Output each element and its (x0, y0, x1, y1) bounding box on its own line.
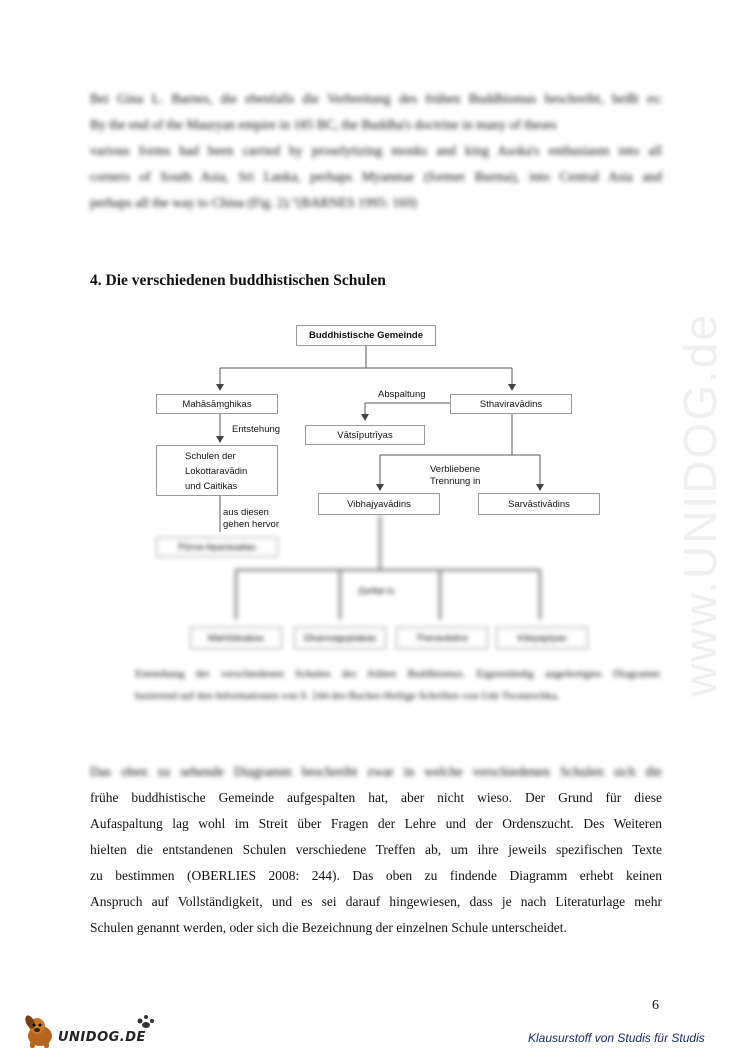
diagram-node-vibhajyavadins (318, 493, 440, 515)
diagram-node-mahasanghikas (156, 394, 278, 414)
label-aus-diesen (223, 507, 279, 531)
label-entstehung: Entstehung (232, 424, 281, 435)
node-label: Buddhistische Gemeinde (308, 330, 424, 341)
node-label: Pūrva-Aparasailas (178, 541, 256, 553)
node-label: Mahīśāsakas (208, 632, 264, 644)
logo-text[interactable]: UNIDOG.DE (58, 1030, 146, 1045)
body-line: frühe buddhistische Gemeinde aufgespalten hat, aber nicht wieso. Der Grund für diese (90, 790, 662, 805)
intro-line: various forms had been carried by proselytizing monks and king Asoka's enthusiasm into all (90, 143, 662, 158)
body-line: Aufaspaltung lag wohl im Streit über Fragen der Lehre und der Ordenszucht. Des Weiteren (90, 816, 662, 831)
node-label: Kāśyapīyas (517, 632, 567, 644)
body-line: Anspruch auf Vollständigkeit, und es sei darauf hingewiesen, dass je nach Literaturlage mehr (90, 894, 662, 909)
node-label: Dharmaguptakas (303, 632, 377, 644)
label-abspaltung: Abspaltung (378, 389, 426, 400)
intro-line: corners of South Asia, Sri Lanka, perhaps Myanmar (former Burma), into Central Asia and (90, 169, 662, 184)
diagram-node-school-2 (294, 627, 386, 649)
diagram-node-lokottaravadin (156, 445, 278, 496)
caption-line: Entstehung der verschiedenen Schulen des frühen Buddhismus. Eigenständig angefertigtes Diagramm (135, 668, 660, 680)
node-label: Theravādins (415, 632, 469, 644)
diagram-node-vatsiputriyas (305, 425, 425, 445)
node-label: Vātsīputrīyas (337, 429, 393, 441)
label-zerfiel: Zerfiel in (358, 586, 395, 597)
label-line: Trennung in (430, 476, 481, 487)
intro-line: By the end of the Mauryan empire in 185 BC, the Buddha's doctrine in many of theses (90, 117, 557, 132)
node-label-line: Schulen der (185, 451, 236, 462)
watermark: www.UNIDOG.de (674, 313, 726, 697)
body-line: Schulen genannt werden, oder sich die Bezeichnung der einzelnen Schule unterscheidet. (90, 920, 567, 935)
node-label: Sarvāstivādins (508, 498, 570, 510)
node-label-line: Lokottaravādin (185, 466, 248, 477)
intro-line: Bei Gina L. Barnes, die ebenfalls die Verbreitung des frühen Buddhismus beschreibt, heißt es: (90, 91, 662, 106)
body-line: Das oben zu sehende Diagramm beschreibt zwar in welche verschiedenen Schulen sich die (90, 764, 662, 779)
label-line: gehen hervor (223, 519, 279, 530)
node-label-line: und Caitikas (185, 481, 238, 492)
diagram-node-school-3 (396, 627, 488, 649)
section-heading: 4. Die verschiedenen buddhistischen Schulen (90, 272, 386, 289)
diagram-caption (135, 663, 660, 707)
diagram-node-sthaviravadins (450, 394, 572, 414)
page-number: 6 (652, 998, 659, 1013)
diagram-node-school-1 (190, 627, 282, 649)
caption-line: basierend auf den Informationen von S. 244 des Buches Heilige Schriften von Ude Twoneschka. (135, 690, 560, 702)
diagram-node-root (296, 325, 436, 346)
intro-line: perhaps all the way to China (Fig. 2)."(BARNES 1995: 169) (90, 195, 417, 210)
label-line: Verbliebene (430, 464, 481, 475)
label-line: aus diesen (223, 507, 269, 518)
diagram-node-sarvastivadins (478, 493, 600, 515)
node-label: Vibhajyavādins (347, 498, 411, 510)
diagram-node-school-4 (496, 627, 588, 649)
node-label: Mahāsāṃghikas (182, 398, 252, 410)
node-label: Sthaviravādins (479, 398, 543, 410)
body-paragraph (90, 759, 662, 941)
body-line: hielten die entstandenen Schulen verschiedene Treffen ab, um ihre jeweils spezifischen Texte (90, 842, 662, 857)
body-line: zu bestimmen (OBERLIES 2008: 244). Das oben zu findende Diagramm erhebt keinen (90, 868, 662, 883)
diagram-node-purva (156, 537, 278, 557)
footer-tagline: Klausurstoff von Studis für Studis (528, 1031, 705, 1045)
label-verbliebene (430, 464, 480, 488)
